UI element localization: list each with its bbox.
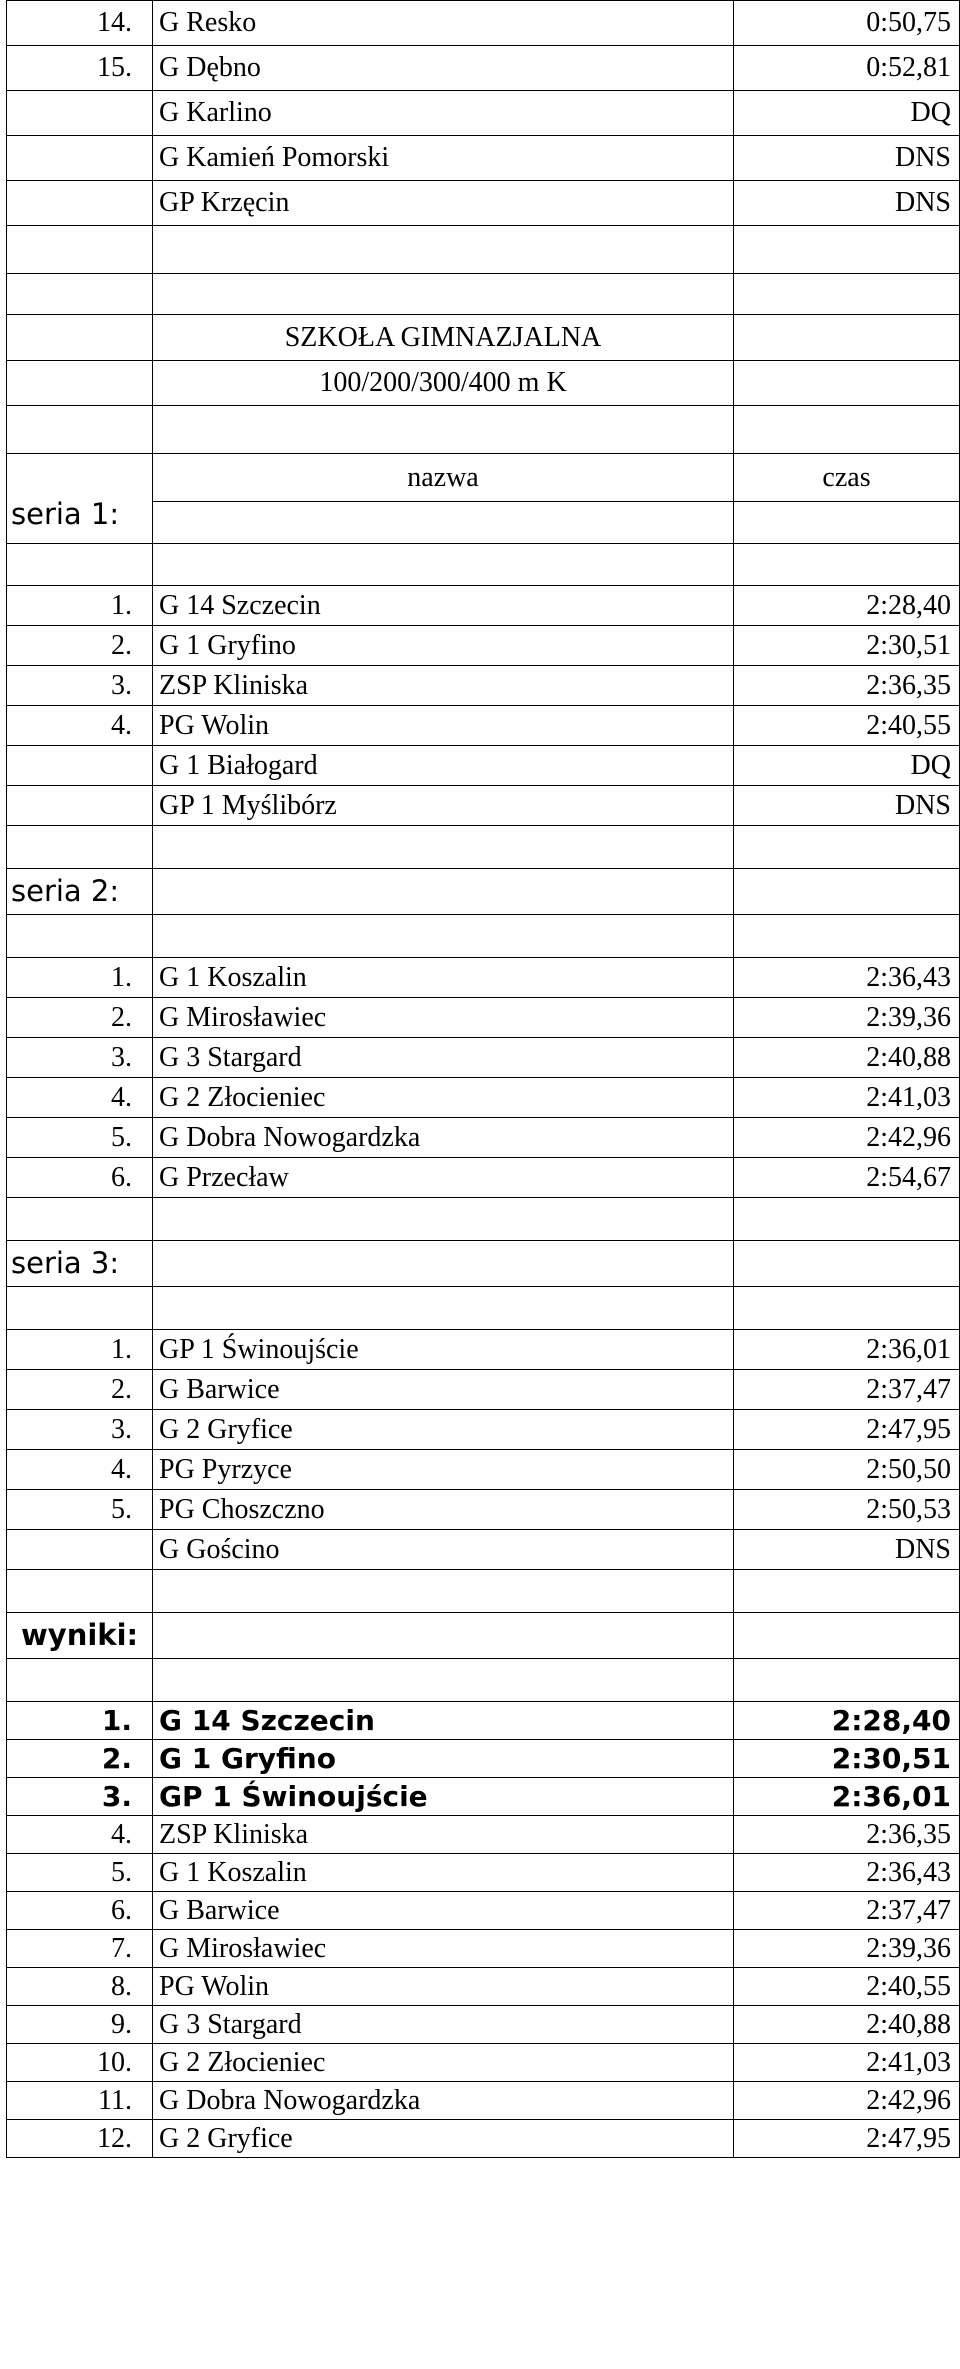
place-number: 3. xyxy=(7,666,153,706)
time-value: 2:36,35 xyxy=(734,666,960,706)
school-name: GP Krzęcin xyxy=(153,181,734,226)
place-number: 6. xyxy=(7,1892,153,1930)
empty-row xyxy=(7,915,960,958)
empty-row xyxy=(7,1287,960,1330)
table-row xyxy=(7,1702,960,1740)
table-row xyxy=(7,1038,960,1078)
school-name: PG Wolin xyxy=(153,706,734,746)
place-number: 4. xyxy=(7,1450,153,1490)
table-row xyxy=(7,786,960,826)
results-table xyxy=(6,0,960,2158)
section-title: SZKOŁA GIMNAZJALNA xyxy=(153,315,734,361)
place-number: 1. xyxy=(7,1702,153,1740)
school-name: G 2 Gryfice xyxy=(153,1410,734,1450)
time-value: 2:30,51 xyxy=(734,626,960,666)
time-value: 0:52,81 xyxy=(734,46,960,91)
school-name: G Karlino xyxy=(153,91,734,136)
table-row xyxy=(7,2006,960,2044)
place-number: 5. xyxy=(7,1854,153,1892)
school-name: PG Choszczno xyxy=(153,1490,734,1530)
school-name: G Dębno xyxy=(153,46,734,91)
empty-row xyxy=(7,226,960,274)
place-number: 14. xyxy=(7,1,153,46)
school-name: PG Wolin xyxy=(153,1968,734,2006)
place-number: 2. xyxy=(7,1370,153,1410)
time-value: DNS xyxy=(734,786,960,826)
school-name: G Gościno xyxy=(153,1530,734,1570)
place-number: 2. xyxy=(7,998,153,1038)
empty-row xyxy=(7,1198,960,1241)
empty-row xyxy=(7,826,960,869)
school-name: G Mirosławiec xyxy=(153,1930,734,1968)
table-row xyxy=(7,2082,960,2120)
empty-row xyxy=(7,274,960,315)
school-name: G 1 Gryfino xyxy=(153,1740,734,1778)
table-row xyxy=(7,181,960,226)
table-row xyxy=(7,1158,960,1198)
table-row xyxy=(7,46,960,91)
time-value: 2:40,55 xyxy=(734,706,960,746)
school-name: G 3 Stargard xyxy=(153,1038,734,1078)
table-row xyxy=(7,2120,960,2158)
school-name: GP 1 Świnoujście xyxy=(153,1330,734,1370)
time-value: 2:36,43 xyxy=(734,958,960,998)
school-name: G Kamień Pomorski xyxy=(153,136,734,181)
school-name: G Mirosławiec xyxy=(153,998,734,1038)
school-name: PG Pyrzyce xyxy=(153,1450,734,1490)
empty-row xyxy=(7,406,960,454)
school-name: G Resko xyxy=(153,1,734,46)
time-value: 2:54,67 xyxy=(734,1158,960,1198)
time-value: 2:40,55 xyxy=(734,1968,960,2006)
table-row xyxy=(7,1892,960,1930)
time-value: 2:41,03 xyxy=(734,2044,960,2082)
place-number: 1. xyxy=(7,958,153,998)
table-row xyxy=(7,1410,960,1450)
school-name: GP 1 Świnoujście xyxy=(153,1778,734,1816)
time-value: DQ xyxy=(734,91,960,136)
series-label: seria 2: xyxy=(7,869,153,915)
school-name: G 2 Złocieniec xyxy=(153,1078,734,1118)
table-row xyxy=(7,706,960,746)
school-name: G Dobra Nowogardzka xyxy=(153,1118,734,1158)
empty-row xyxy=(7,1659,960,1702)
section-title-row xyxy=(7,315,960,361)
results-label: wyniki: xyxy=(7,1613,153,1659)
place-number xyxy=(7,136,153,181)
time-value: DNS xyxy=(734,1530,960,1570)
table-row xyxy=(7,1854,960,1892)
place-number: 1. xyxy=(7,586,153,626)
section-subtitle-row xyxy=(7,361,960,406)
place-number: 5. xyxy=(7,1490,153,1530)
header-row xyxy=(7,454,960,502)
school-name: G 1 Gryfino xyxy=(153,626,734,666)
place-number: 6. xyxy=(7,1158,153,1198)
place-number: 11. xyxy=(7,2082,153,2120)
table-row xyxy=(7,958,960,998)
school-name: G Dobra Nowogardzka xyxy=(153,2082,734,2120)
table-row xyxy=(7,586,960,626)
place-number: 1. xyxy=(7,1330,153,1370)
time-value: 0:50,75 xyxy=(734,1,960,46)
place-number: 12. xyxy=(7,2120,153,2158)
school-name: ZSP Kliniska xyxy=(153,666,734,706)
place-number: 3. xyxy=(7,1038,153,1078)
time-value: 2:36,35 xyxy=(734,1816,960,1854)
time-value: 2:37,47 xyxy=(734,1370,960,1410)
school-name: G 14 Szczecin xyxy=(153,586,734,626)
place-number: 10. xyxy=(7,2044,153,2082)
time-value: 2:39,36 xyxy=(734,998,960,1038)
place-number xyxy=(7,1530,153,1570)
place-number: 5. xyxy=(7,1118,153,1158)
place-number: 3. xyxy=(7,1778,153,1816)
table-row xyxy=(7,626,960,666)
place-number: 9. xyxy=(7,2006,153,2044)
time-value: DNS xyxy=(734,181,960,226)
place-number xyxy=(7,181,153,226)
table-row xyxy=(7,2044,960,2082)
table-row xyxy=(7,746,960,786)
time-value: 2:36,43 xyxy=(734,1854,960,1892)
column-header-time: czas xyxy=(734,454,960,502)
time-value: 2:50,53 xyxy=(734,1490,960,1530)
time-value: 2:41,03 xyxy=(734,1078,960,1118)
school-name: G 2 Złocieniec xyxy=(153,2044,734,2082)
time-value: 2:47,95 xyxy=(734,2120,960,2158)
time-value: 2:28,40 xyxy=(734,1702,960,1740)
time-value: 2:37,47 xyxy=(734,1892,960,1930)
series-label-row xyxy=(7,869,960,915)
time-value: 2:39,36 xyxy=(734,1930,960,1968)
table-row xyxy=(7,1778,960,1816)
place-number: 2. xyxy=(7,1740,153,1778)
time-value: 2:42,96 xyxy=(734,2082,960,2120)
time-value: 2:40,88 xyxy=(734,1038,960,1078)
time-value: 2:47,95 xyxy=(734,1410,960,1450)
place-number: 4. xyxy=(7,1816,153,1854)
school-name: G Przecław xyxy=(153,1158,734,1198)
table-row xyxy=(7,1530,960,1570)
table-row xyxy=(7,1930,960,1968)
table-row xyxy=(7,1118,960,1158)
school-name: G 1 Koszalin xyxy=(153,958,734,998)
table-row xyxy=(7,666,960,706)
place-number: 7. xyxy=(7,1930,153,1968)
empty-row xyxy=(7,1570,960,1613)
table-row xyxy=(7,1816,960,1854)
table-row xyxy=(7,91,960,136)
school-name: G 1 Koszalin xyxy=(153,1854,734,1892)
table-row xyxy=(7,1740,960,1778)
series-label-row xyxy=(7,1241,960,1287)
table-row xyxy=(7,1490,960,1530)
school-name: GP 1 Myślibórz xyxy=(153,786,734,826)
table-row xyxy=(7,1,960,46)
section-subtitle: 100/200/300/400 m K xyxy=(153,361,734,406)
time-value: DNS xyxy=(734,136,960,181)
school-name: G 3 Stargard xyxy=(153,2006,734,2044)
time-value: 2:50,50 xyxy=(734,1450,960,1490)
place-number: 4. xyxy=(7,1078,153,1118)
place-number: 4. xyxy=(7,706,153,746)
table-row xyxy=(7,1968,960,2006)
series-label: seria 3: xyxy=(7,1241,153,1287)
place-number xyxy=(7,91,153,136)
table-row xyxy=(7,1450,960,1490)
place-number xyxy=(7,786,153,826)
place-number: 2. xyxy=(7,626,153,666)
table-row xyxy=(7,136,960,181)
school-name: G 2 Gryfice xyxy=(153,2120,734,2158)
place-number xyxy=(7,746,153,786)
series-label: seria 1: xyxy=(7,454,153,544)
column-header-name: nazwa xyxy=(153,454,734,502)
table-row xyxy=(7,1330,960,1370)
table-row xyxy=(7,998,960,1038)
school-name: G Barwice xyxy=(153,1370,734,1410)
table-row xyxy=(7,1370,960,1410)
time-value: 2:36,01 xyxy=(734,1330,960,1370)
school-name: ZSP Kliniska xyxy=(153,1816,734,1854)
time-value: 2:40,88 xyxy=(734,2006,960,2044)
time-value: 2:28,40 xyxy=(734,586,960,626)
school-name: G Barwice xyxy=(153,1892,734,1930)
school-name: G 1 Białogard xyxy=(153,746,734,786)
time-value: 2:42,96 xyxy=(734,1118,960,1158)
place-number: 15. xyxy=(7,46,153,91)
time-value: DQ xyxy=(734,746,960,786)
time-value: 2:30,51 xyxy=(734,1740,960,1778)
time-value: 2:36,01 xyxy=(734,1778,960,1816)
empty-row xyxy=(7,544,960,586)
school-name: G 14 Szczecin xyxy=(153,1702,734,1740)
place-number: 8. xyxy=(7,1968,153,2006)
results-label-row xyxy=(7,1613,960,1659)
place-number: 3. xyxy=(7,1410,153,1450)
table-row xyxy=(7,1078,960,1118)
